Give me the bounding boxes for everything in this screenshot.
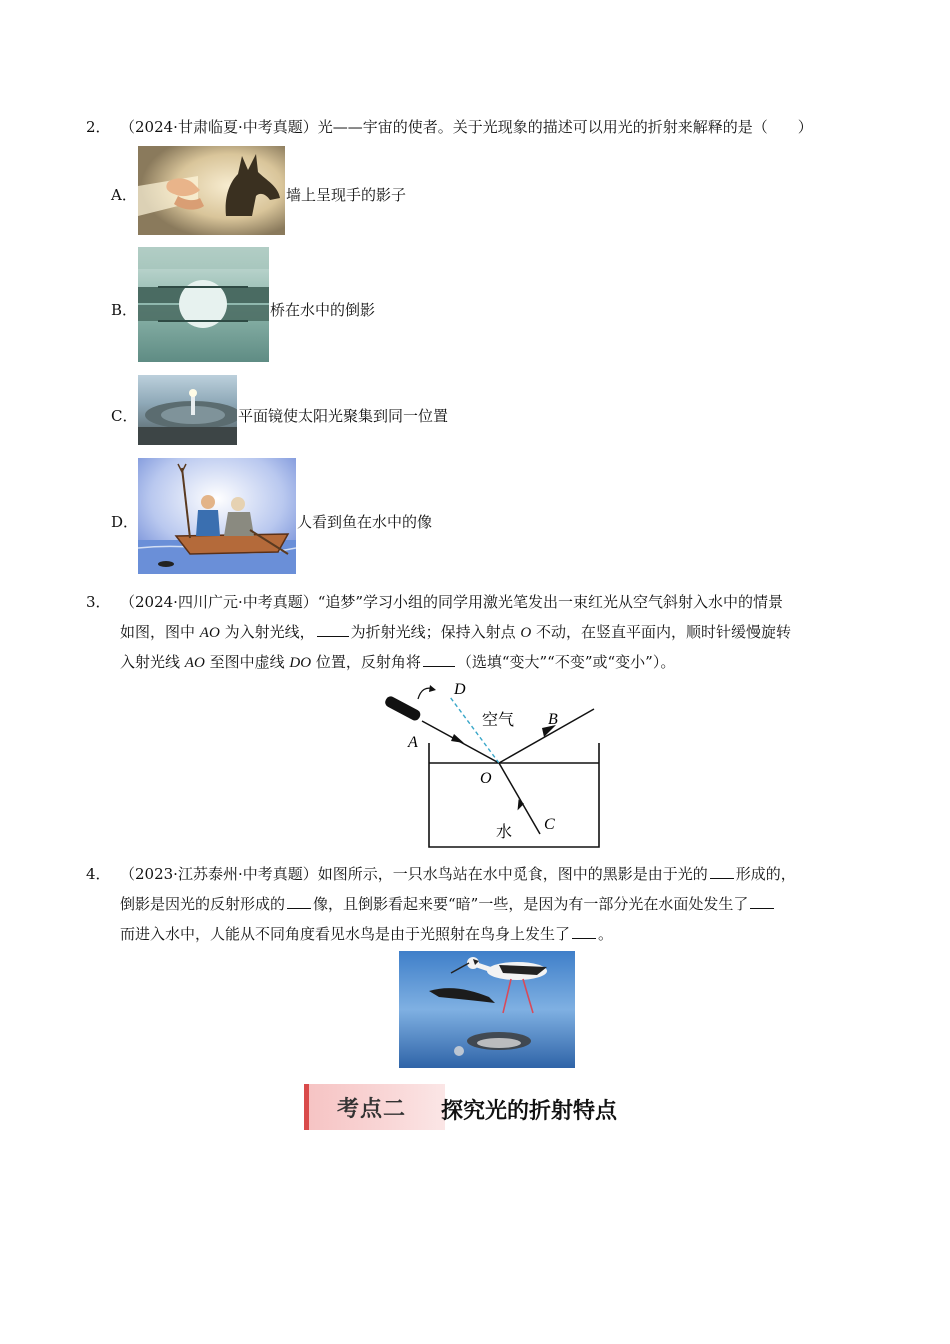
water-bird-image xyxy=(399,951,575,1068)
symbol-ao: AO xyxy=(184,655,205,671)
question-text-line: （2024·四川广元·中考真题）“追梦”学习小组的同学用激光笔发出一束红光从空气斜射入水中的情景 xyxy=(120,593,784,611)
question-stem: （2024·甘肃临夏·中考真题）光——宇宙的使者。关于光现象的描述可以用光的折射来解释的是（ ） xyxy=(120,118,813,136)
answer-blank[interactable] xyxy=(317,622,349,637)
option-letter-d: D． xyxy=(111,513,139,531)
text-segment: 倒影是因光的反射形成的 xyxy=(120,895,286,913)
fishing-boat-image xyxy=(138,458,296,574)
option-text-d: 人看到鱼在水中的像 xyxy=(297,513,433,531)
question-text-line xyxy=(120,893,776,914)
answer-blank[interactable] xyxy=(710,864,734,879)
answer-blank[interactable] xyxy=(287,894,311,909)
label-water: 水 xyxy=(496,822,513,841)
text-segment: 位置，反射角将 xyxy=(315,653,421,671)
question-text-line xyxy=(120,863,796,884)
text-segment: 为入射光线， xyxy=(224,623,315,641)
question-number: 4． xyxy=(86,865,111,883)
text-segment: 形成的， xyxy=(735,865,796,883)
option-letter-a: A． xyxy=(111,186,137,204)
text-segment: 至图中虚线 xyxy=(209,653,285,671)
label-o: O xyxy=(480,770,492,787)
option-text-b: 桥在水中的倒影 xyxy=(270,301,376,319)
text-segment: 像，且倒影看起来要“暗”一些，是因为有一部分光在水面处发生了 xyxy=(313,895,749,913)
label-d: D xyxy=(454,681,466,698)
text-segment: 为折射光线；保持入射点 xyxy=(350,623,516,641)
question-number: 2． xyxy=(86,118,111,136)
refraction-diagram xyxy=(378,677,608,849)
solar-mirror-field-image xyxy=(138,375,237,445)
arrow-icon xyxy=(451,734,464,743)
option-text-c: 平面镜使太阳光聚集到同一位置 xyxy=(238,407,449,425)
text-segment: 而进入水中，人能从不同角度看见水鸟是由于光照射在鸟身上发生了 xyxy=(120,925,571,943)
option-letter-b: B． xyxy=(111,301,138,319)
laser-pen-icon xyxy=(383,695,422,723)
text-segment: 入射光线 xyxy=(120,653,181,671)
symbol-ao: AO xyxy=(199,625,220,641)
question-text-line xyxy=(120,621,791,642)
text-segment: （2023·江苏泰州·中考真题）如图所示，一只水鸟站在水中觅食，图中的黑影是由于光的 xyxy=(120,865,708,883)
section-tag xyxy=(304,1084,445,1130)
bridge-reflection-image xyxy=(138,247,269,362)
option-letter-c: C． xyxy=(111,407,138,425)
option-text-a: 墙上呈现手的影子 xyxy=(286,186,407,204)
answer-blank[interactable] xyxy=(750,894,774,909)
dashed-line-do xyxy=(450,697,499,763)
water-container xyxy=(429,743,599,847)
label-air: 空气 xyxy=(482,710,515,729)
label-a: A xyxy=(408,734,418,751)
label-c: C xyxy=(544,816,555,833)
question-text-line xyxy=(120,923,613,944)
symbol-o: O xyxy=(520,625,532,641)
question-text-line xyxy=(120,651,675,672)
answer-blank[interactable] xyxy=(423,652,455,667)
hand-shadow-image xyxy=(138,146,285,235)
text-segment: 。 xyxy=(598,925,614,943)
text-segment: （选填“变大”“不变”或“变小”）。 xyxy=(456,653,676,671)
text-segment: 如图，图中 xyxy=(120,623,196,641)
question-number: 3． xyxy=(86,593,111,611)
text-segment: 不动，在竖直平面内，顺时针缓慢旋转 xyxy=(536,623,792,641)
answer-blank[interactable] xyxy=(572,924,596,939)
section-tag-label: 考点二 xyxy=(337,1097,407,1122)
label-b: B xyxy=(548,711,558,728)
symbol-do: DO xyxy=(289,655,312,671)
section-title: 探究光的折射特点 xyxy=(441,1099,618,1124)
